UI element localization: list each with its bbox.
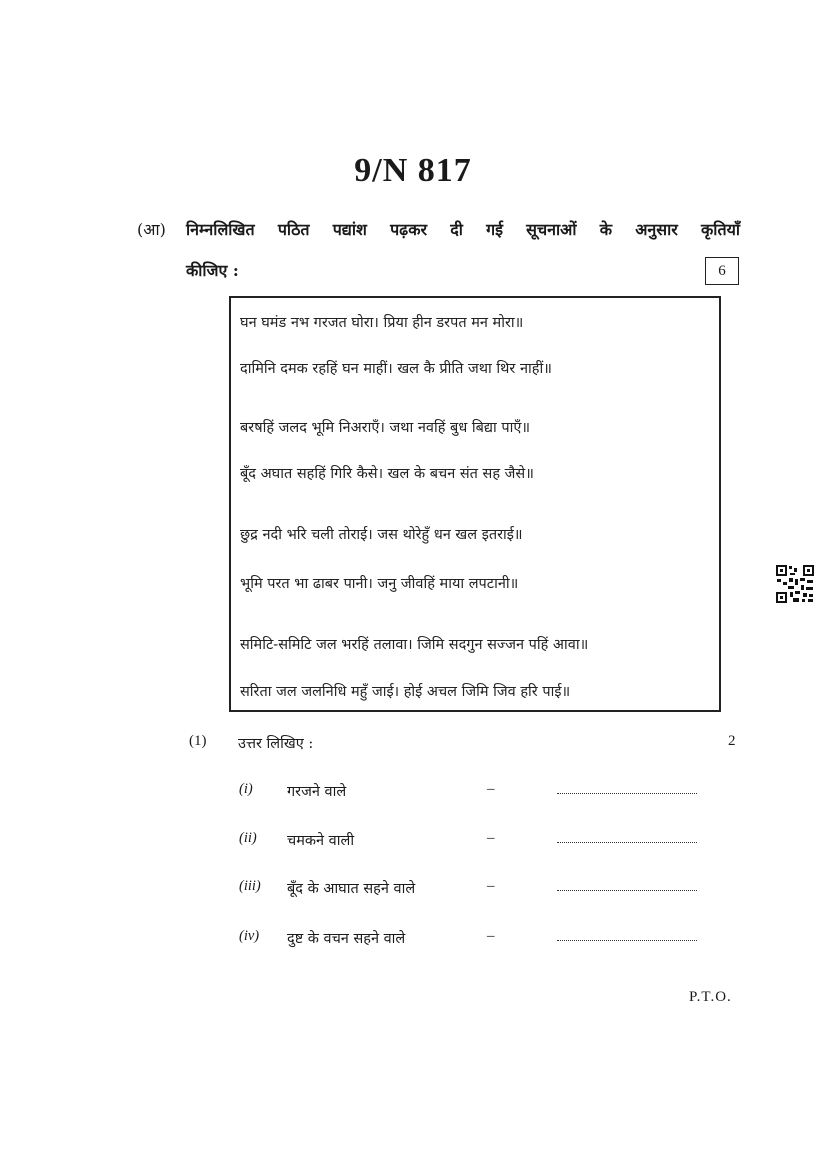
answer-label: बूँद के आघात सहने वाले xyxy=(287,881,416,897)
answer-number: (iii) xyxy=(239,878,261,894)
poem-line: बूँद अघात सहहिं गिरि कैसे। खल के बचन संत सह जैसे॥ xyxy=(240,466,534,482)
poem-line: दामिनि दमक रहहिं घन माहीं। खल कै प्रीति जथा थिर नाहीं॥ xyxy=(240,361,552,377)
sub-question-text: उत्तर लिखिए : xyxy=(238,736,314,752)
answer-blank[interactable] xyxy=(557,842,697,843)
answer-dash: – xyxy=(487,830,495,846)
answer-dash: – xyxy=(487,928,495,944)
answer-dash: – xyxy=(487,781,495,797)
answer-dash: – xyxy=(487,878,495,894)
answer-row xyxy=(0,878,826,902)
question-instruction-line2: कीजिए : xyxy=(186,261,239,280)
poem-line: बरषहिं जलद भूमि निअराएँ। जथा नवहिं बुध बिद्या पाएँ॥ xyxy=(240,420,531,436)
poem-line: समिटि-समिटि जल भरहिं तलावा। जिमि सदगुन सज्जन पहिं आवा॥ xyxy=(240,637,589,653)
page-code: 9/N 817 xyxy=(354,152,472,189)
answer-row xyxy=(0,781,826,805)
answer-blank[interactable] xyxy=(557,890,697,891)
answer-label: चमकने वाली xyxy=(287,833,355,849)
poem-line: भूमि परत भा ढाबर पानी। जनु जीवहिं माया लपटानी॥ xyxy=(240,576,519,592)
marks-box: 6 xyxy=(705,257,739,285)
answer-blank[interactable] xyxy=(557,940,697,941)
poem-line: छुद्र नदी भरि चली तोराई। जस थोरेहुँ धन खल इतराई॥ xyxy=(240,527,523,543)
answer-label: गरजने वाले xyxy=(287,784,347,800)
question-label: (आ) xyxy=(137,220,166,239)
question-instruction-line1: निम्नलिखित पठित पद्यांश पढ़कर दी गई सूचनाओं के अनुसार कृतियाँ xyxy=(186,220,740,239)
poem-line: सरिता जल जलनिधि महुँ जाई। होई अचल जिमि जिव हरि पाई॥ xyxy=(240,684,571,700)
poem-line: घन घमंड नभ गरजत घोरा। प्रिया हीन डरपत मन मोरा॥ xyxy=(240,315,524,331)
answer-label: दुष्ट के वचन सहने वाले xyxy=(287,931,406,947)
answer-row xyxy=(0,830,826,854)
answer-number: (iv) xyxy=(239,928,260,944)
poem-box xyxy=(229,296,721,712)
answer-blank[interactable] xyxy=(557,793,697,794)
pto-label: P.T.O. xyxy=(689,989,732,1005)
qr-code-icon xyxy=(775,564,815,604)
sub-question-marks: 2 xyxy=(728,733,736,749)
answer-number: (i) xyxy=(239,781,253,797)
answer-number: (ii) xyxy=(239,830,257,846)
answer-row xyxy=(0,928,826,952)
sub-question-number: (1) xyxy=(189,733,207,749)
